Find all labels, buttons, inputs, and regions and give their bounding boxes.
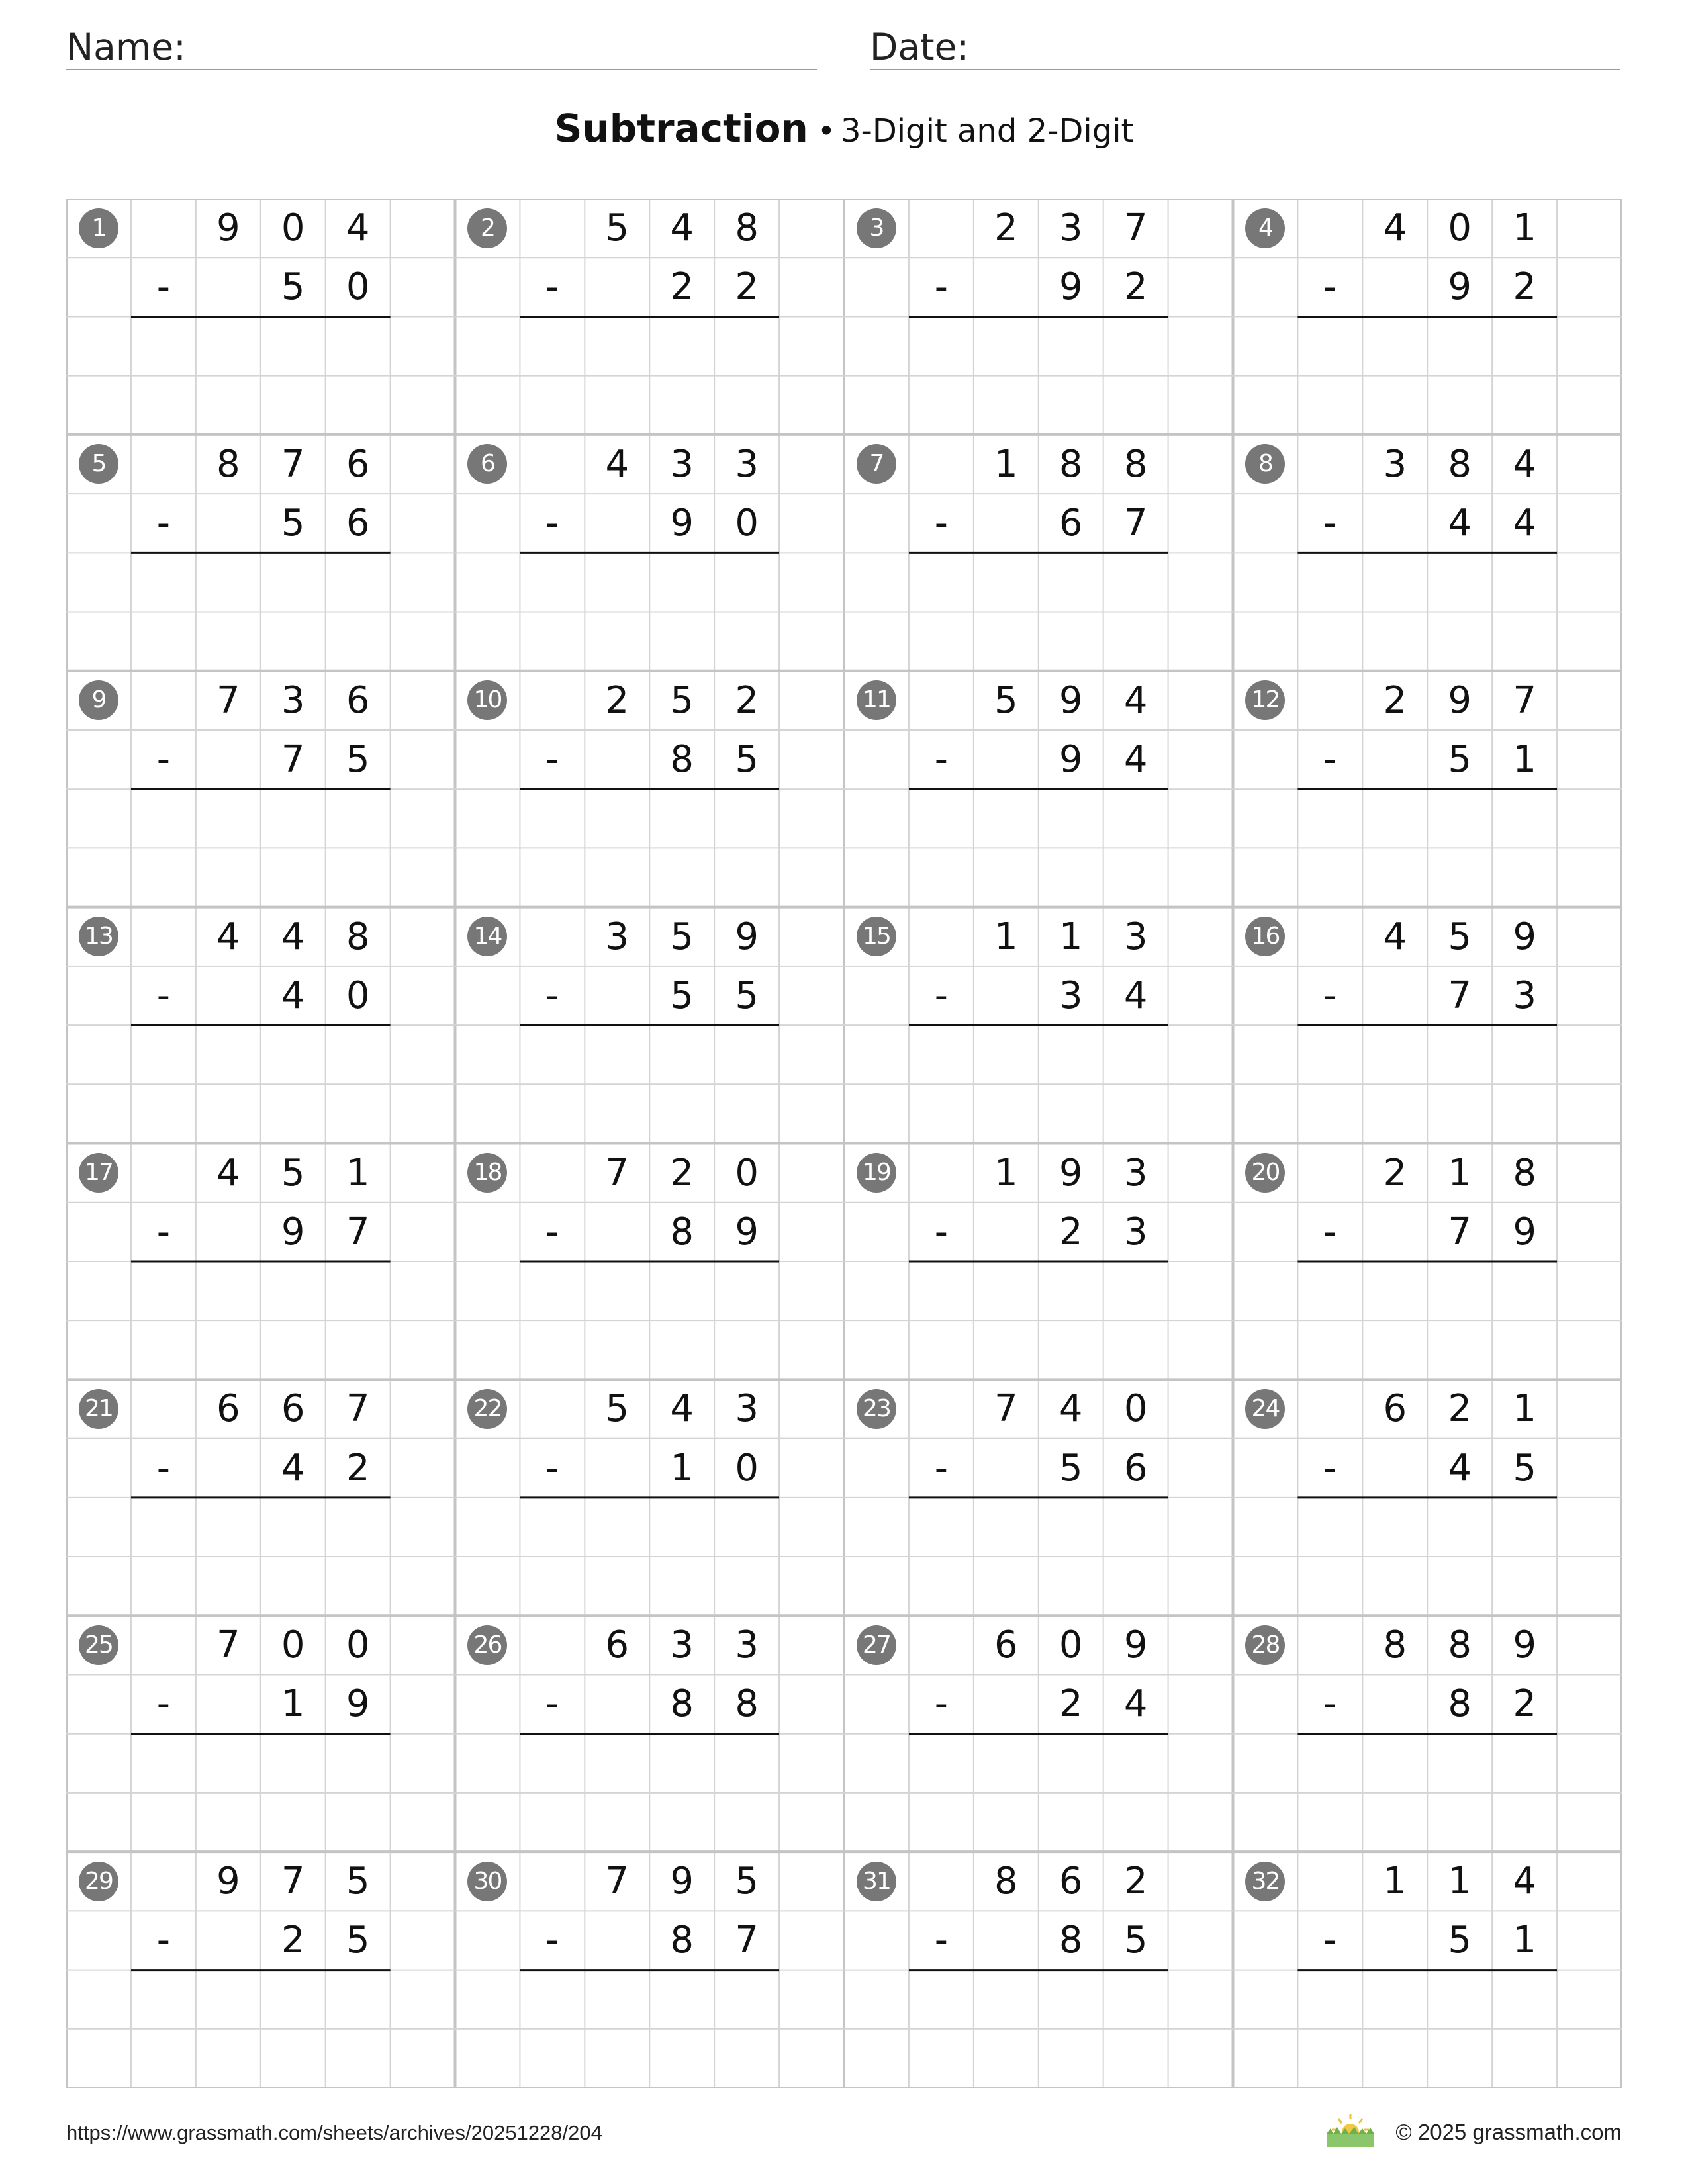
bottom-digit: 5 <box>670 974 694 1017</box>
top-digit: 0 <box>1448 206 1472 250</box>
top-digit: 6 <box>346 442 370 486</box>
minus-sign: - <box>545 737 559 781</box>
bottom-digit: 1 <box>670 1446 694 1490</box>
problem-number-badge: 5 <box>79 444 118 484</box>
problem-number-badge: 1 <box>79 208 118 248</box>
top-digit: 3 <box>670 442 694 486</box>
minus-sign: - <box>1323 1210 1337 1253</box>
top-digit: 6 <box>216 1387 240 1431</box>
top-digit: 7 <box>281 442 305 486</box>
bottom-digit: 8 <box>670 737 694 781</box>
bottom-digit: 5 <box>346 737 370 781</box>
minus-sign: - <box>545 974 559 1017</box>
top-digit: 9 <box>216 206 240 250</box>
top-digit: 8 <box>346 915 370 958</box>
problem-number-badge: 32 <box>1245 1862 1285 1901</box>
minus-sign: - <box>156 1682 171 1726</box>
footer-copyright: © 2025 grassmath.com <box>1395 2120 1622 2144</box>
minus-sign: - <box>934 737 949 781</box>
top-digit: 8 <box>994 1860 1018 1903</box>
top-digit: 4 <box>605 442 630 486</box>
top-digit: 6 <box>1058 1860 1083 1903</box>
top-digit: 4 <box>1383 915 1407 958</box>
bottom-digit: 7 <box>1448 974 1472 1017</box>
bottom-digit: 5 <box>1513 1446 1536 1490</box>
bottom-digit: 2 <box>735 265 759 309</box>
date-label: Date: <box>870 26 969 68</box>
top-digit: 3 <box>605 915 630 958</box>
bottom-digit: 9 <box>1058 265 1083 309</box>
footer-url: https://www.grassmath.com/sheets/archives/20251228/204 <box>66 2121 602 2144</box>
bottom-digit: 4 <box>1123 1682 1148 1726</box>
minus-sign: - <box>545 265 559 309</box>
top-digit: 4 <box>281 915 305 958</box>
top-digit: 1 <box>994 915 1018 958</box>
bottom-digit: 7 <box>281 737 305 781</box>
top-digit: 5 <box>605 206 630 250</box>
name-field[interactable] <box>66 25 817 70</box>
top-digit: 4 <box>1513 442 1536 486</box>
bottom-digit: 0 <box>346 265 370 309</box>
top-digit: 1 <box>1513 1387 1536 1431</box>
top-digit: 5 <box>670 678 694 722</box>
minus-sign: - <box>156 265 171 309</box>
top-digit: 7 <box>605 1151 630 1195</box>
top-digit: 6 <box>1383 1387 1407 1431</box>
bottom-digit: 4 <box>281 974 305 1017</box>
bottom-digit: 7 <box>735 1919 759 1962</box>
top-digit: 8 <box>735 206 759 250</box>
minus-sign: - <box>934 502 949 545</box>
top-digit: 5 <box>670 915 694 958</box>
top-digit: 2 <box>735 678 759 722</box>
top-digit: 9 <box>1058 678 1083 722</box>
bottom-digit: 5 <box>1058 1446 1083 1490</box>
bottom-digit: 2 <box>346 1446 370 1490</box>
top-digit: 6 <box>346 678 370 722</box>
minus-sign: - <box>545 1446 559 1490</box>
problem-number-badge: 3 <box>857 208 896 248</box>
top-digit: 1 <box>1448 1151 1472 1195</box>
top-digit: 9 <box>1513 915 1536 958</box>
top-digit: 9 <box>1448 678 1472 722</box>
bottom-digit: 6 <box>1058 502 1083 545</box>
top-digit: 3 <box>1383 442 1407 486</box>
problem-number-badge: 29 <box>79 1862 118 1901</box>
problem-number-badge: 22 <box>467 1389 507 1429</box>
bottom-digit: 1 <box>1513 737 1536 781</box>
top-digit: 0 <box>735 1151 759 1195</box>
minus-sign: - <box>1323 737 1337 781</box>
problem-number-badge: 14 <box>467 917 507 956</box>
bottom-digit: 8 <box>670 1210 694 1253</box>
top-digit: 1 <box>346 1151 370 1195</box>
title-main: Subtraction <box>554 106 808 151</box>
bottom-digit: 0 <box>735 1446 759 1490</box>
top-digit: 4 <box>1383 206 1407 250</box>
top-digit: 1 <box>1058 915 1083 958</box>
top-digit: 5 <box>281 1151 305 1195</box>
problem-number-badge: 8 <box>1245 444 1285 484</box>
top-digit: 7 <box>216 678 240 722</box>
top-digit: 5 <box>605 1387 630 1431</box>
problem-number-badge: 20 <box>1245 1153 1285 1193</box>
problem-number-badge: 28 <box>1245 1625 1285 1665</box>
top-digit: 9 <box>216 1860 240 1903</box>
date-field[interactable] <box>870 25 1620 70</box>
bottom-digit: 8 <box>1448 1682 1472 1726</box>
top-digit: 1 <box>1513 206 1536 250</box>
worksheet-title <box>0 106 1688 151</box>
title-bullet: • <box>817 113 835 149</box>
top-digit: 7 <box>281 1860 305 1903</box>
bottom-digit: 8 <box>735 1682 759 1726</box>
problem-number-badge: 16 <box>1245 917 1285 956</box>
bottom-digit: 4 <box>1448 502 1472 545</box>
top-digit: 3 <box>1058 206 1083 250</box>
bottom-digit: 6 <box>1123 1446 1148 1490</box>
top-digit: 3 <box>281 678 305 722</box>
problem-number-badge: 7 <box>857 444 896 484</box>
problem-number-badge: 21 <box>79 1389 118 1429</box>
top-digit: 4 <box>216 1151 240 1195</box>
bottom-digit: 4 <box>1513 502 1536 545</box>
top-digit: 8 <box>1123 442 1148 486</box>
problem-number-badge: 25 <box>79 1625 118 1665</box>
bottom-digit: 4 <box>281 1446 305 1490</box>
top-digit: 9 <box>1513 1623 1536 1667</box>
top-digit: 1 <box>1448 1860 1472 1903</box>
bottom-digit: 8 <box>1058 1919 1083 1962</box>
problem-number-badge: 4 <box>1245 208 1285 248</box>
top-digit: 2 <box>1123 1860 1148 1903</box>
bottom-digit: 9 <box>1513 1210 1536 1253</box>
minus-sign: - <box>545 1682 559 1726</box>
bottom-digit: 7 <box>1448 1210 1472 1253</box>
top-digit: 0 <box>281 1623 305 1667</box>
top-digit: 8 <box>216 442 240 486</box>
minus-sign: - <box>156 737 171 781</box>
bottom-digit: 2 <box>1058 1682 1083 1726</box>
top-digit: 5 <box>735 1860 759 1903</box>
top-digit: 3 <box>735 1387 759 1431</box>
top-digit: 7 <box>1123 206 1148 250</box>
problem-number-badge: 19 <box>857 1153 896 1193</box>
bottom-digit: 2 <box>670 265 694 309</box>
bottom-digit: 7 <box>1123 502 1148 545</box>
problem-number-badge: 6 <box>467 444 507 484</box>
problem-number-badge: 23 <box>857 1389 896 1429</box>
bottom-digit: 2 <box>1123 265 1148 309</box>
top-digit: 4 <box>670 1387 694 1431</box>
top-digit: 9 <box>670 1860 694 1903</box>
top-digit: 3 <box>670 1623 694 1667</box>
bottom-digit: 5 <box>281 265 305 309</box>
top-digit: 8 <box>1513 1151 1536 1195</box>
top-digit: 2 <box>670 1151 694 1195</box>
bottom-digit: 9 <box>1058 737 1083 781</box>
top-digit: 3 <box>735 442 759 486</box>
problem-number-badge: 31 <box>857 1862 896 1901</box>
top-digit: 5 <box>994 678 1018 722</box>
bottom-digit: 5 <box>1123 1919 1148 1962</box>
grass-sun-logo-icon <box>1324 2111 1377 2148</box>
problem-grid <box>66 199 1622 2088</box>
minus-sign: - <box>1323 502 1337 545</box>
top-digit: 3 <box>1123 1151 1148 1195</box>
bottom-digit: 5 <box>735 974 759 1017</box>
bottom-digit: 9 <box>1448 265 1472 309</box>
top-digit: 7 <box>216 1623 240 1667</box>
bottom-digit: 0 <box>346 974 370 1017</box>
top-digit: 7 <box>605 1860 630 1903</box>
top-digit: 2 <box>605 678 630 722</box>
top-digit: 2 <box>1383 678 1407 722</box>
title-subtitle: 3-Digit and 2-Digit <box>840 113 1134 150</box>
top-digit: 5 <box>346 1860 370 1903</box>
minus-sign: - <box>934 1682 949 1726</box>
minus-sign: - <box>156 502 171 545</box>
top-digit: 6 <box>281 1387 305 1431</box>
minus-sign: - <box>1323 1682 1337 1726</box>
top-digit: 9 <box>735 915 759 958</box>
top-digit: 8 <box>1448 442 1472 486</box>
top-digit: 8 <box>1383 1623 1407 1667</box>
bottom-digit: 5 <box>735 737 759 781</box>
bottom-digit: 7 <box>346 1210 370 1253</box>
problem-number-badge: 12 <box>1245 680 1285 720</box>
minus-sign: - <box>545 502 559 545</box>
problem-number-badge: 2 <box>467 208 507 248</box>
bottom-digit: 4 <box>1448 1446 1472 1490</box>
minus-sign: - <box>156 1919 171 1962</box>
minus-sign: - <box>1323 1446 1337 1490</box>
bottom-digit: 9 <box>735 1210 759 1253</box>
top-digit: 4 <box>670 206 694 250</box>
top-digit: 7 <box>994 1387 1018 1431</box>
minus-sign: - <box>545 1210 559 1253</box>
bottom-digit: 2 <box>1058 1210 1083 1253</box>
minus-sign: - <box>934 1210 949 1253</box>
bottom-digit: 1 <box>1513 1919 1536 1962</box>
top-digit: 7 <box>346 1387 370 1431</box>
problem-number-badge: 24 <box>1245 1389 1285 1429</box>
problem-number-badge: 10 <box>467 680 507 720</box>
top-digit: 5 <box>1448 915 1472 958</box>
problem-number-badge: 17 <box>79 1153 118 1193</box>
problem-number-badge: 15 <box>857 917 896 956</box>
top-digit: 4 <box>346 206 370 250</box>
bottom-digit: 2 <box>1513 1682 1536 1726</box>
bottom-digit: 3 <box>1123 1210 1148 1253</box>
top-digit: 3 <box>735 1623 759 1667</box>
bottom-digit: 8 <box>670 1682 694 1726</box>
top-digit: 6 <box>994 1623 1018 1667</box>
minus-sign: - <box>156 1210 171 1253</box>
top-digit: 4 <box>1513 1860 1536 1903</box>
problem-number-badge: 26 <box>467 1625 507 1665</box>
minus-sign: - <box>1323 974 1337 1017</box>
problem-number-badge: 18 <box>467 1153 507 1193</box>
bottom-digit: 9 <box>670 502 694 545</box>
bottom-digit: 4 <box>1123 737 1148 781</box>
top-digit: 2 <box>1448 1387 1472 1431</box>
bottom-digit: 3 <box>1058 974 1083 1017</box>
problem-number-badge: 9 <box>79 680 118 720</box>
minus-sign: - <box>156 974 171 1017</box>
minus-sign: - <box>934 1919 949 1962</box>
bottom-digit: 1 <box>281 1682 305 1726</box>
problem-number-badge: 30 <box>467 1862 507 1901</box>
minus-sign: - <box>934 1446 949 1490</box>
bottom-digit: 9 <box>346 1682 370 1726</box>
problem-number-badge: 27 <box>857 1625 896 1665</box>
minus-sign: - <box>1323 265 1337 309</box>
minus-sign: - <box>1323 1919 1337 1962</box>
top-digit: 9 <box>1058 1151 1083 1195</box>
top-digit: 4 <box>1058 1387 1083 1431</box>
minus-sign: - <box>156 1446 171 1490</box>
top-digit: 2 <box>994 206 1018 250</box>
top-digit: 0 <box>346 1623 370 1667</box>
problem-number-badge: 11 <box>857 680 896 720</box>
bottom-digit: 0 <box>735 502 759 545</box>
top-digit: 0 <box>1123 1387 1148 1431</box>
name-label: Name: <box>66 26 186 68</box>
top-digit: 1 <box>1383 1860 1407 1903</box>
top-digit: 9 <box>1123 1623 1148 1667</box>
bottom-digit: 9 <box>281 1210 305 1253</box>
minus-sign: - <box>934 265 949 309</box>
bottom-digit: 3 <box>1513 974 1536 1017</box>
bottom-digit: 5 <box>1448 1919 1472 1962</box>
minus-sign: - <box>545 1919 559 1962</box>
bottom-digit: 2 <box>1513 265 1536 309</box>
minus-sign: - <box>934 974 949 1017</box>
bottom-digit: 5 <box>281 502 305 545</box>
top-digit: 4 <box>216 915 240 958</box>
top-digit: 8 <box>1058 442 1083 486</box>
bottom-digit: 8 <box>670 1919 694 1962</box>
top-digit: 0 <box>1058 1623 1083 1667</box>
top-digit: 7 <box>1513 678 1536 722</box>
top-digit: 3 <box>1123 915 1148 958</box>
top-digit: 1 <box>994 442 1018 486</box>
bottom-digit: 5 <box>346 1919 370 1962</box>
top-digit: 6 <box>605 1623 630 1667</box>
bottom-digit: 5 <box>1448 737 1472 781</box>
bottom-digit: 2 <box>281 1919 305 1962</box>
bottom-digit: 4 <box>1123 974 1148 1017</box>
top-digit: 1 <box>994 1151 1018 1195</box>
top-digit: 2 <box>1383 1151 1407 1195</box>
top-digit: 8 <box>1448 1623 1472 1667</box>
top-digit: 0 <box>281 206 305 250</box>
problem-number-badge: 13 <box>79 917 118 956</box>
bottom-digit: 6 <box>346 502 370 545</box>
top-digit: 4 <box>1123 678 1148 722</box>
